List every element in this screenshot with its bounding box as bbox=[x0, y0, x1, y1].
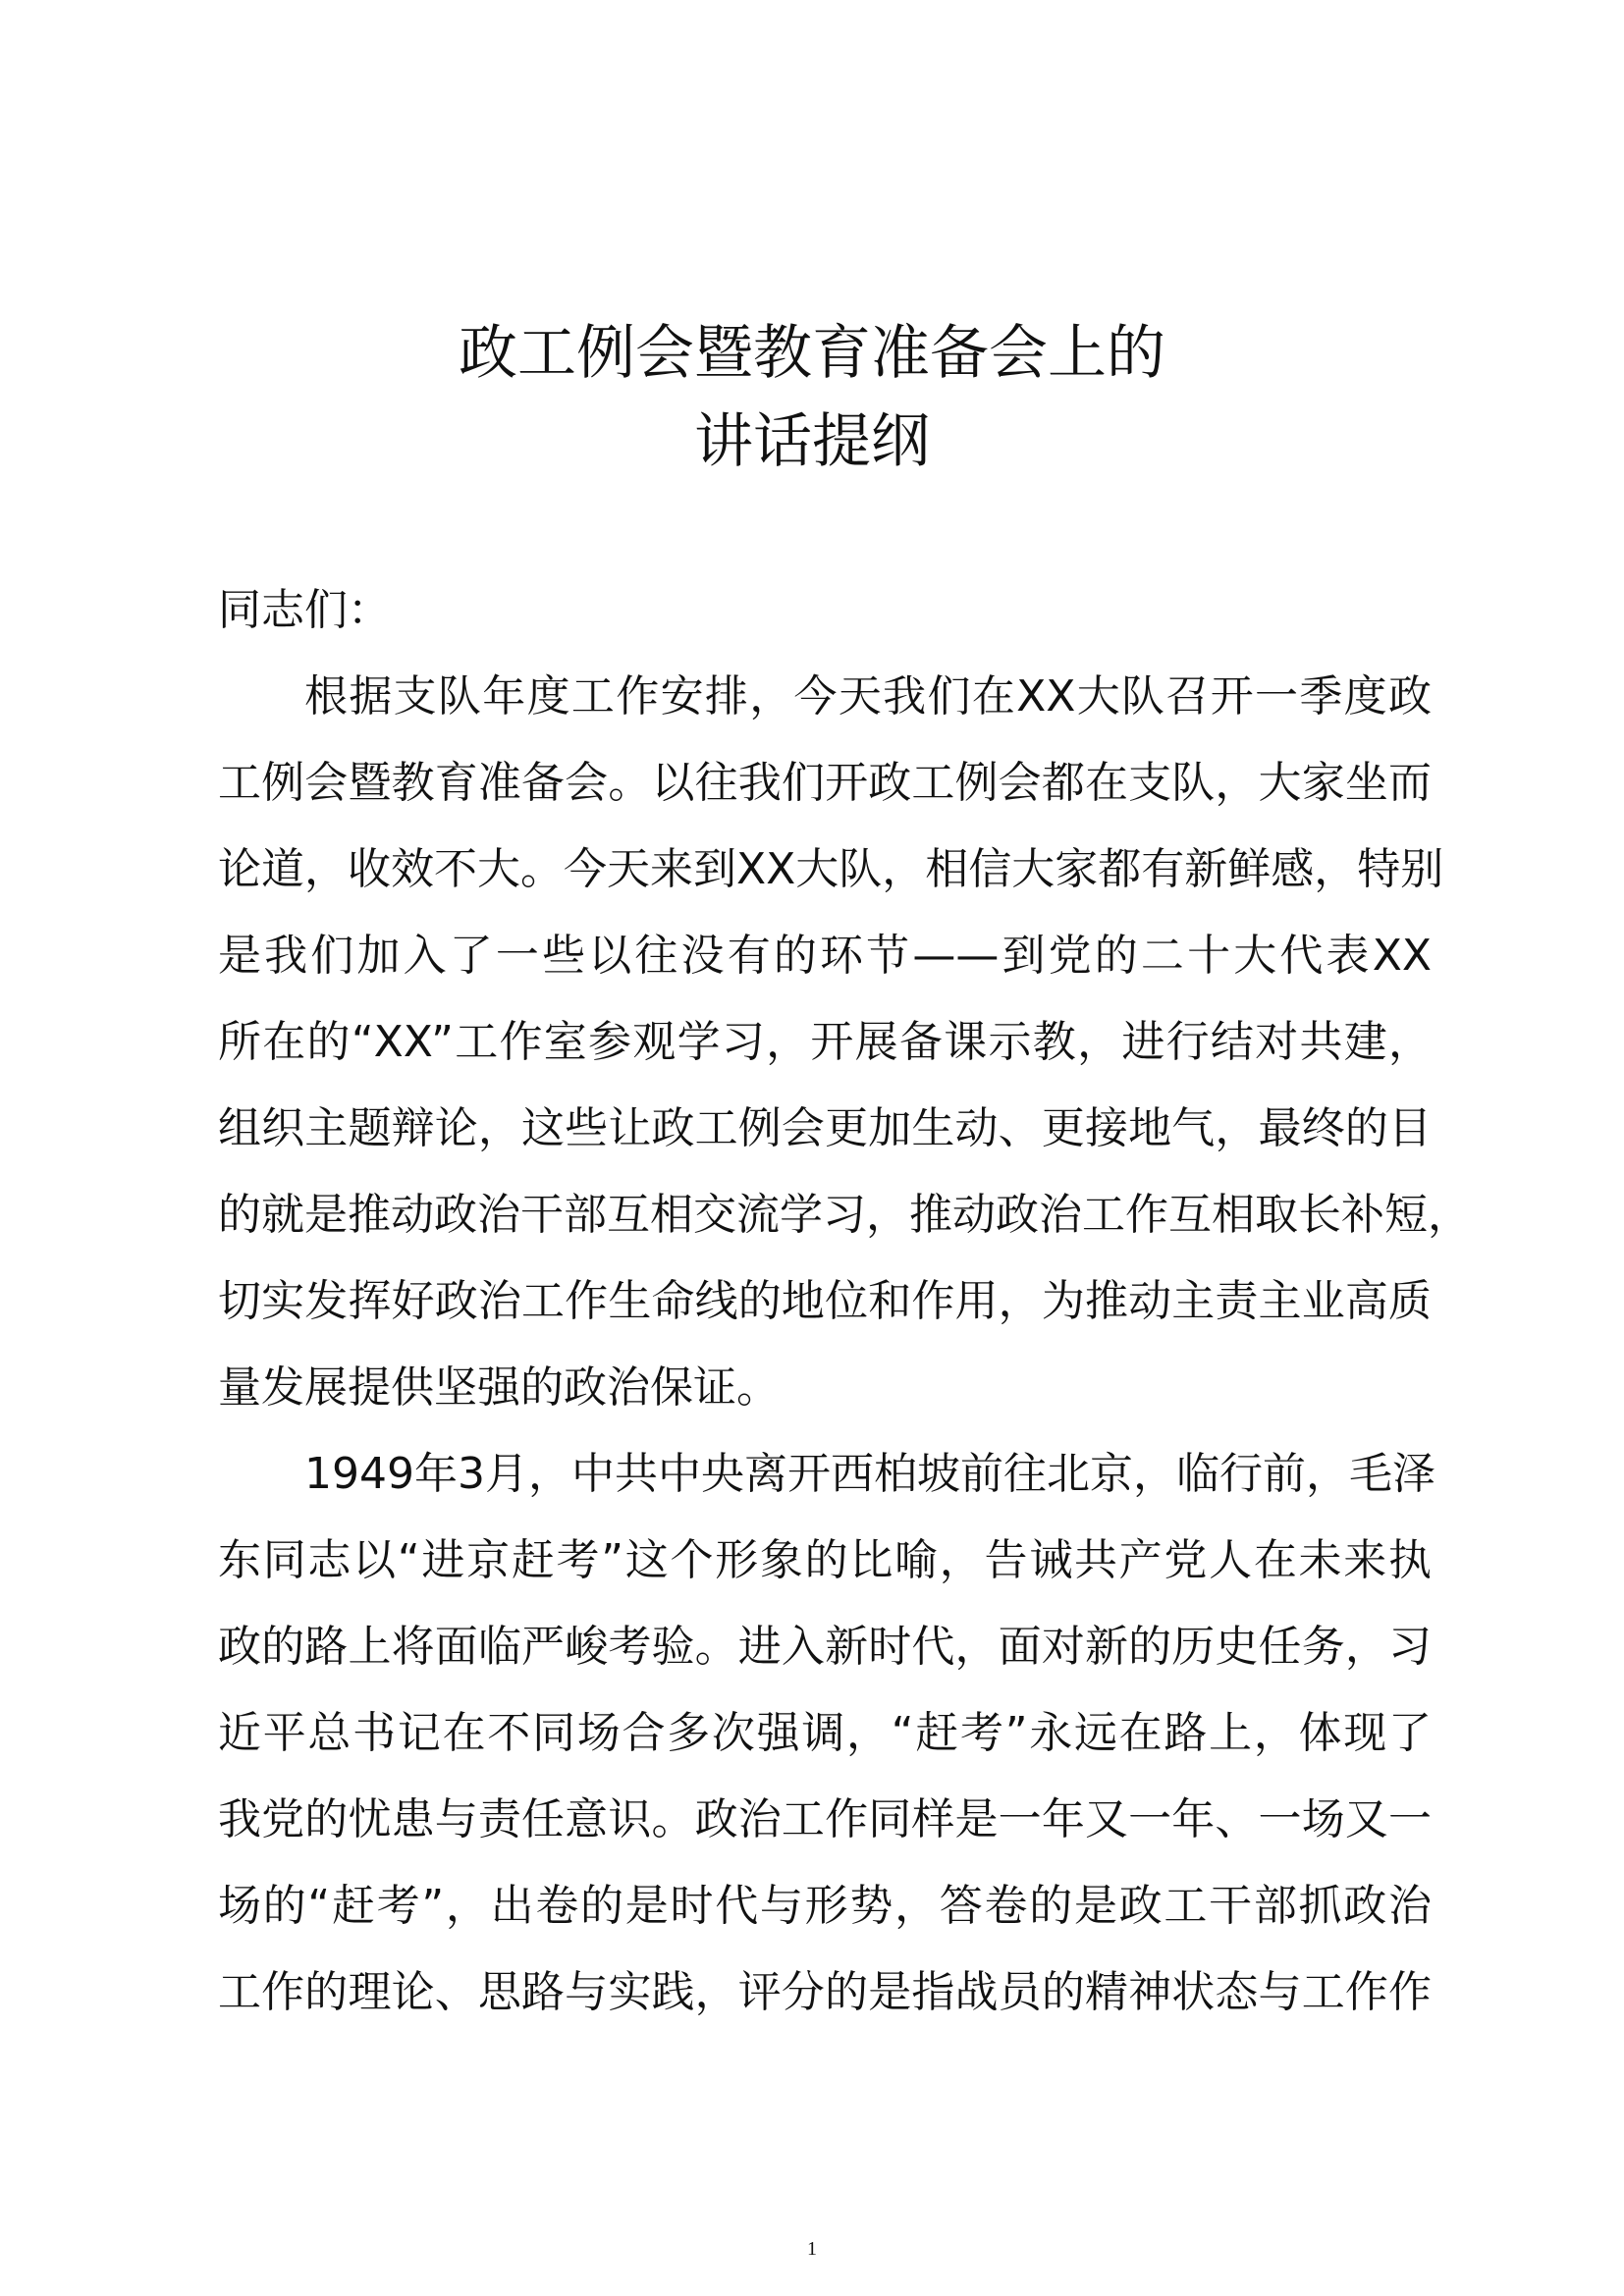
paragraph-line: 切实发挥好政治工作生命线的地位和作用，为推动主责主业高质 bbox=[218, 1276, 1432, 1326]
paragraph-line: 的就是推动政治干部互相交流学习，推动政治工作互相取长补短， bbox=[218, 1190, 1471, 1240]
paragraph bbox=[218, 1431, 1435, 2036]
paragraph-line: 是我们加入了一些以往没有的环节——到党的二十大代表XX bbox=[218, 931, 1432, 981]
document-title-line-1: 政工例会暨教育准备会上的 bbox=[459, 319, 1165, 388]
paragraphs bbox=[218, 654, 1471, 2036]
paragraph-line: 工例会暨教育准备会。以往我们开政工例会都在支队，大家坐而 bbox=[218, 758, 1432, 808]
paragraph-line: 量发展提供坚强的政治保证。 bbox=[218, 1362, 780, 1413]
document-body bbox=[218, 567, 1471, 2036]
paragraph-line: 东同志以“进京赶考”这个形象的比喻，告诫共产党人在未来执 bbox=[218, 1535, 1432, 1585]
paragraph-line: 根据支队年度工作安排，今天我们在XX大队召开一季度政 bbox=[304, 671, 1432, 721]
paragraph-line: 近平总书记在不同场合多次强调，“赶考”永远在路上，体现了 bbox=[218, 1708, 1432, 1758]
paragraph-line: 政的路上将面临严峻考验。进入新时代，面对新的历史任务，习 bbox=[218, 1622, 1432, 1672]
paragraph-line: 所在的“XX”工作室参观学习，开展备课示教，进行结对共建， bbox=[218, 1017, 1432, 1067]
paragraph-line: 论道，收效不大。今天来到XX大队，相信大家都有新鲜感，特别 bbox=[218, 844, 1444, 894]
paragraph-line: 场的“赶考”，出卷的是时代与形势，答卷的是政工干部抓政治 bbox=[218, 1881, 1432, 1931]
paragraph-line: 组织主题辩论，这些让政工例会更加生动、更接地气，最终的目 bbox=[218, 1103, 1432, 1153]
paragraph bbox=[218, 654, 1471, 1431]
paragraph-line: 工作的理论、思路与实践，评分的是指战员的精神状态与工作作 bbox=[218, 1967, 1432, 2017]
document-title-line-2: 讲话提纲 bbox=[694, 407, 930, 476]
page-number: 1 bbox=[807, 2238, 817, 2260]
paragraph-line: 我党的忧患与责任意识。政治工作同样是一年又一年、一场又一 bbox=[218, 1794, 1432, 1844]
paragraph-line: 1949年3月，中共中央离开西柏坡前往北京，临行前，毛泽 bbox=[304, 1449, 1435, 1499]
salutation: 同志们： bbox=[218, 585, 391, 635]
